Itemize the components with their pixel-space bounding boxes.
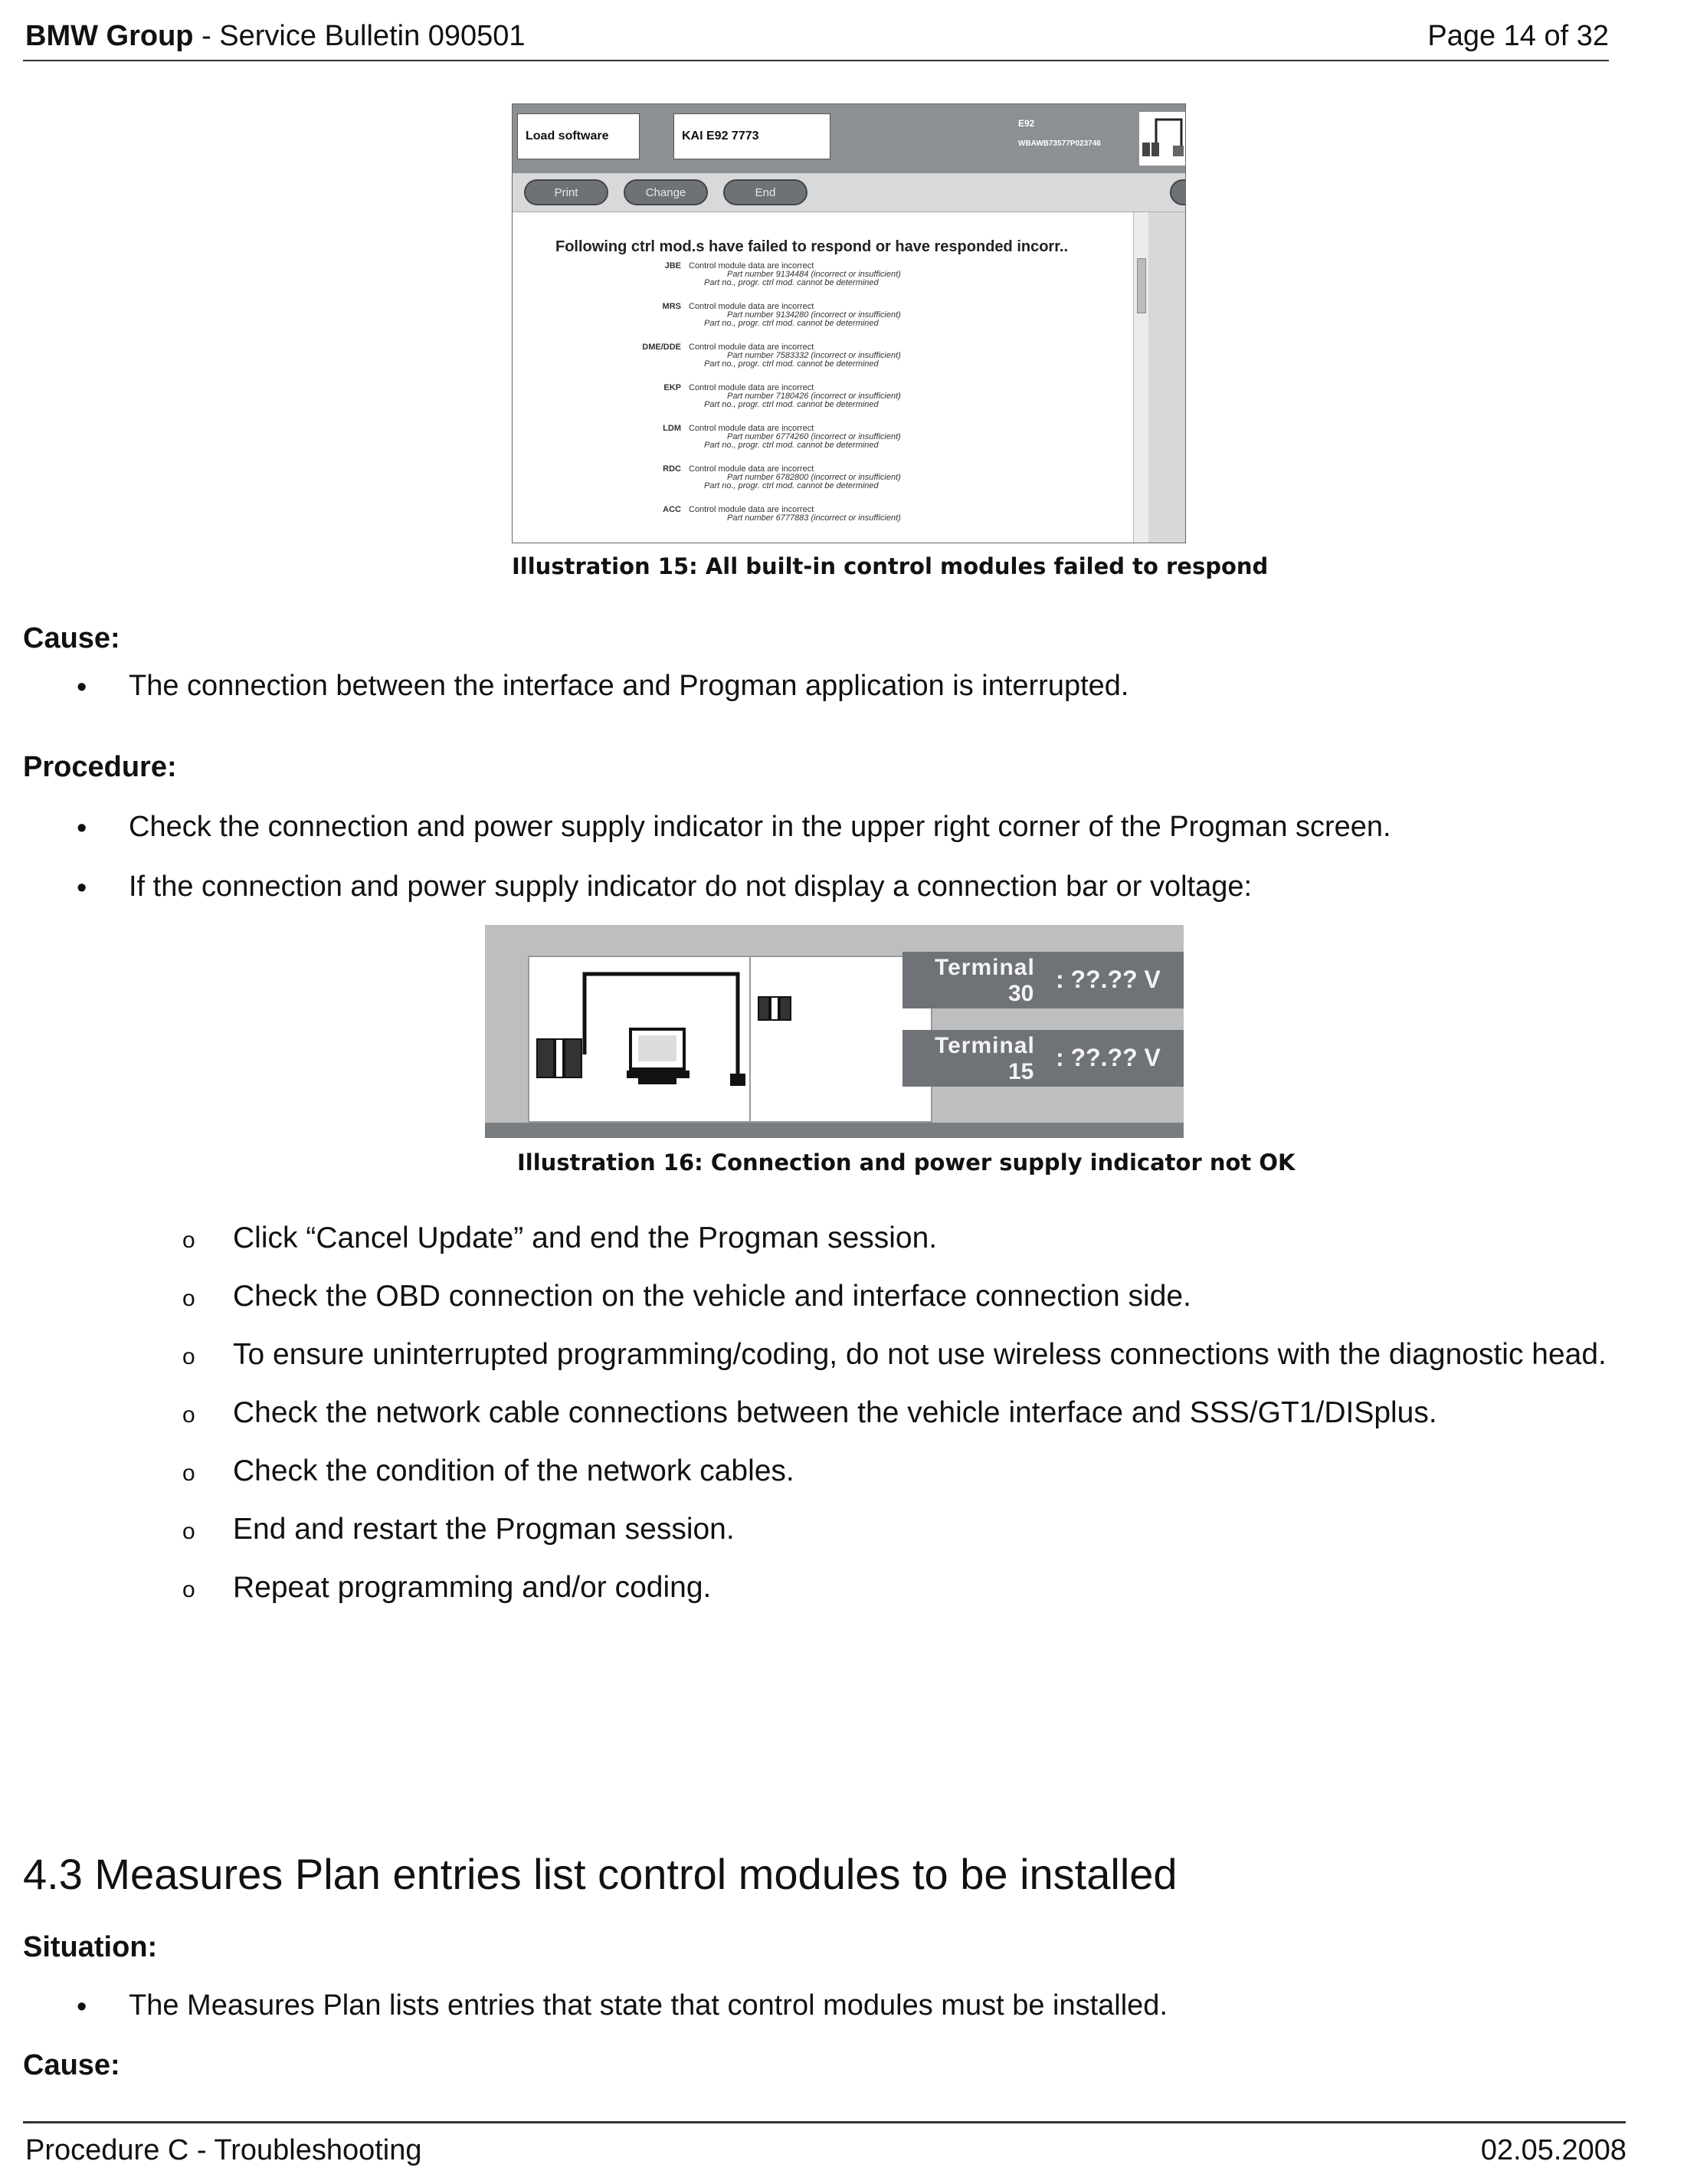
terminal-15-label: Terminal [935,1033,1035,1058]
change-button[interactable]: Change [624,179,708,205]
illustration-15-screenshot [512,103,1186,543]
terminal-30-indicator [902,952,1184,1008]
module-part-number: Part number 6777883 (incorrect or insufficient) [727,513,901,523]
bullet-icon: • [77,671,87,703]
page-number: Page 14 of 32 [1427,20,1609,52]
extra-button[interactable] [1170,179,1186,205]
substep-item: Check the condition of the network cables. [233,1454,794,1487]
module-prog-part: Part no., progr. ctrl mod. cannot be determined [704,481,879,490]
list-scrollbar[interactable] [1133,212,1149,543]
bullet-icon: • [77,872,87,904]
module-prog-part: Part no., progr. ctrl mod. cannot be determined [704,278,879,287]
circle-bullet-icon: o [182,1402,195,1428]
module-status: Control module data are incorrect [689,261,814,271]
action-label-box: Load software [517,113,640,159]
header-title [25,20,526,53]
terminal-15-voltage: : ??.?? V [1056,1044,1161,1071]
situation-item: The Measures Plan lists entries that state that control modules must be installed. [129,1989,1168,2022]
module-prog-part: Part no., progr. ctrl mod. cannot be determined [704,319,879,328]
module-part-number: Part number 7180426 (incorrect or insufficient) [727,392,901,401]
procedure-label: Procedure: [23,751,177,783]
procedure-item: Check the connection and power supply indicator in the upper right corner of the Progman screen. [129,811,1391,843]
circle-bullet-icon: o [182,1577,195,1602]
module-status: Control module data are incorrect [689,424,814,433]
module-prog-part: Part no., progr. ctrl mod. cannot be determined [704,400,879,409]
module-code: EKP [663,383,681,392]
illustration-15-caption: Illustration 15: All built-in control modules failed to respond [512,553,1269,579]
procedure-item: If the connection and power supply indicator do not display a connection bar or voltage: [129,871,1253,903]
substep-item: Repeat programming and/or coding. [233,1571,712,1604]
module-code: JBE [664,261,681,271]
footer-date: 02.05.2008 [1480,2134,1626,2166]
module-part-number: Part number 9134280 (incorrect or insufficient) [727,310,901,320]
circle-bullet-icon: o [182,1286,195,1311]
vehicle-code-box: KAI E92 7773 [673,113,830,159]
cause-item: The connection between the interface and Progman application is interrupted. [129,670,1129,702]
module-code: MRS [662,302,681,311]
module-code: LDM [663,424,681,433]
terminal-15-number: 15 [1008,1059,1034,1084]
module-prog-part: Part no., progr. ctrl mod. cannot be determined [704,441,879,450]
footer-divider [23,2121,1626,2123]
illustration-16-screenshot [485,925,1184,1138]
module-part-number: Part number 6782800 (incorrect or insufficient) [727,473,901,482]
connection-indicator-icon [1139,112,1185,166]
module-status: Control module data are incorrect [689,302,814,311]
cause-label: Cause: [23,622,120,654]
vehicle-vin: WBAWB73577P023746 [1018,139,1101,148]
module-status: Control module data are incorrect [689,464,814,474]
footer-section: Procedure C - Troubleshooting [25,2134,422,2166]
circle-bullet-icon: o [182,1344,195,1369]
module-code: RDC [663,464,681,474]
bullet-icon: • [77,1991,87,2023]
terminal-30-label: Terminal [935,955,1035,980]
end-button[interactable]: End [723,179,807,205]
failed-modules-heading: Following ctrl mod.s have failed to respond or have responded incorr.. [555,238,1069,255]
terminal-30-voltage: : ??.?? V [1056,966,1161,993]
failed-modules-list [513,212,1133,543]
module-prog-part: Part no., progr. ctrl mod. cannot be determined [704,359,879,369]
illustration-16-caption: Illustration 16: Connection and power supply indicator not OK [517,1149,1296,1176]
connection-diagram-icon [531,959,753,1120]
circle-bullet-icon: o [182,1461,195,1486]
cause-label: Cause: [23,2049,120,2081]
right-panel-edge [1148,212,1185,543]
substep-item: Check the OBD connection on the vehicle and interface connection side. [233,1280,1191,1313]
button-row [513,173,1185,212]
module-part-number: Part number 7583332 (incorrect or insufficient) [727,351,901,360]
module-status: Control module data are incorrect [689,505,814,514]
substep-item: Check the network cable connections between the vehicle interface and SSS/GT1/DISplus. [233,1396,1437,1429]
module-code: DME/DDE [642,343,681,352]
terminal-15-indicator [902,1030,1184,1087]
terminal-30-number: 30 [1008,981,1034,1006]
header-divider [23,60,1609,61]
circle-bullet-icon: o [182,1228,195,1253]
bullet-icon: • [77,812,87,844]
bottom-bar [485,1123,1184,1138]
substep-item: Click “Cancel Update” and end the Progman session. [233,1222,938,1254]
module-status: Control module data are incorrect [689,383,814,392]
vehicle-series: E92 [1018,118,1035,129]
print-button[interactable]: Print [524,179,608,205]
header-separator: - [193,20,220,52]
section-title: 4.3 Measures Plan entries list control modules to be installed [23,1850,1178,1898]
module-part-number: Part number 9134484 (incorrect or insufficient) [727,270,901,279]
bulletin-number: Service Bulletin 090501 [219,20,526,52]
circle-bullet-icon: o [182,1519,195,1544]
substep-item: To ensure uninterrupted programming/coding, do not use wireless connections with the diagnostic head. [233,1338,1607,1371]
interface-icon [757,994,803,1025]
module-part-number: Part number 6774260 (incorrect or insufficient) [727,432,901,441]
situation-label: Situation: [23,1931,158,1963]
module-status: Control module data are incorrect [689,343,814,352]
module-code: ACC [663,505,681,514]
company-name: BMW Group [25,20,194,52]
scrollbar-thumb[interactable] [1137,258,1146,313]
substep-item: End and restart the Progman session. [233,1513,735,1546]
